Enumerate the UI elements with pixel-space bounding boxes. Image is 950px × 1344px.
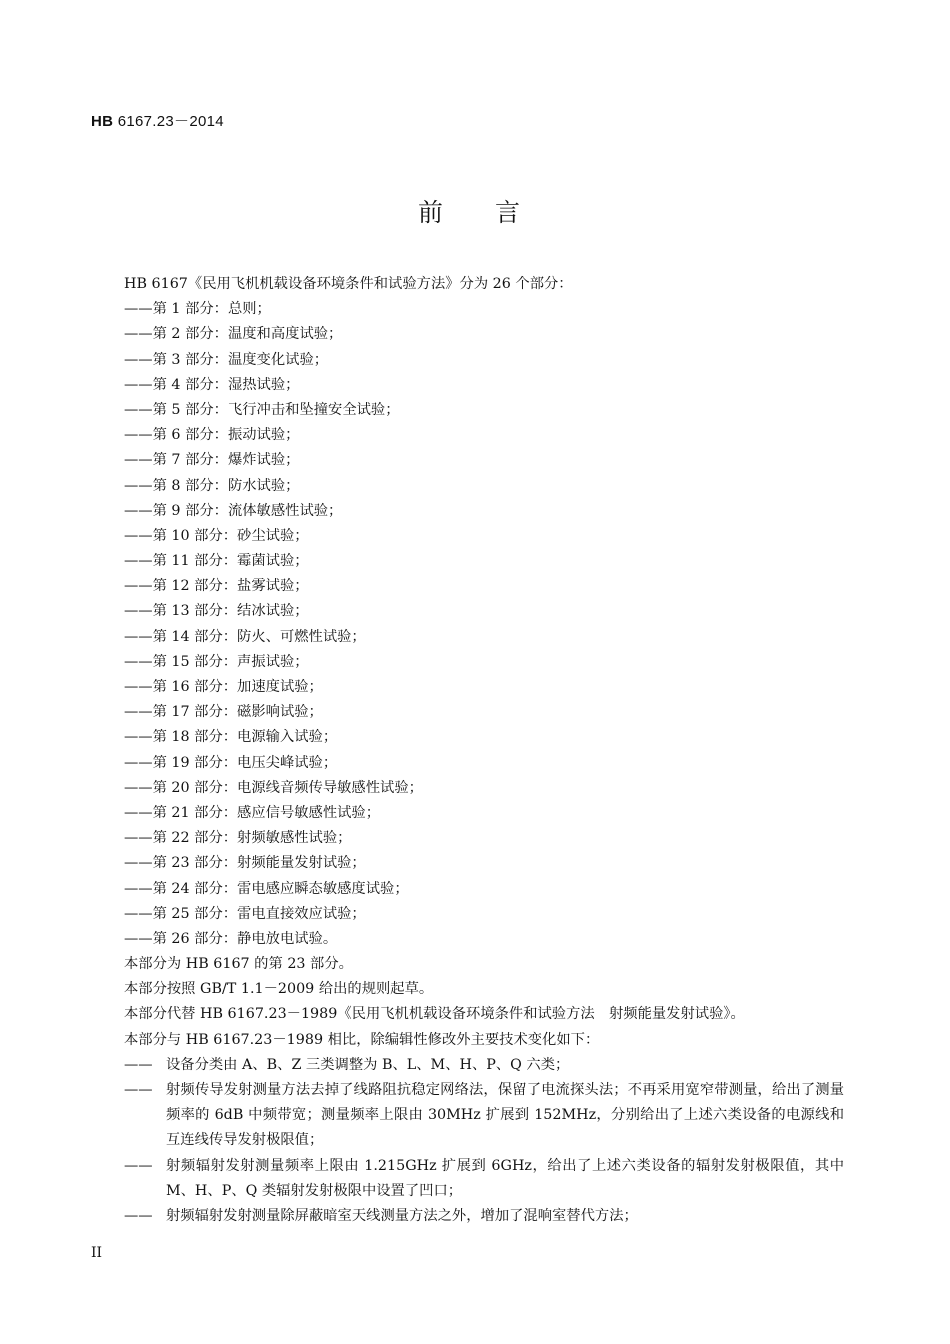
list-item (124, 1154, 844, 1204)
list-dash: —— (124, 1082, 153, 1099)
list-item-text: 射频辐射发射测量除屏蔽暗室天线测量方法之外，增加了混响室替代方法； (166, 1208, 638, 1225)
list-item: ——第 11 部分：霉菌试验； (124, 553, 309, 570)
list-item: ——第 13 部分：结冰试验； (124, 603, 309, 620)
list-item: ——第 24 部分：雷电感应瞬态敏感度试验； (124, 880, 409, 897)
page-title: 前言 (417, 198, 572, 227)
list-item: ——第 3 部分：温度变化试验； (124, 351, 329, 368)
foreword-body (124, 272, 844, 1229)
intro-paragraph: HB 6167《民用飞机机载设备环境条件和试验方法》分为 26 个部分： (124, 276, 573, 292)
list-item-text: 射频传导发射测量方法去掉了线路阻抗稳定网络法，保留了电流探头法；不再采用宽窄带测量，给出了测量频率的 6dB 中频带宽；测量频率上限由 30MHz 扩展到 152MHz，分别给出了上述六类设备的电源线和互连线传导发射极限值； (166, 1082, 844, 1149)
list-item: ——第 4 部分：湿热试验； (124, 376, 300, 393)
standard-code-number: 6167.23－2014 (113, 113, 224, 130)
list-item-text: 设备分类由 A、B、Z 三类调整为 B、L、M、H、P、Q 六类； (166, 1056, 570, 1073)
statement-paragraph: 本部分与 HB 6167.23－1989 相比，除编辑性修改外主要技术变化如下： (124, 1031, 600, 1048)
list-item-text: 射频辐射发射测量频率上限由 1.215GHz 扩展到 6GHz，给出了上述六类设备的辐射发射极限值，其中 M、H、P、Q 类辐射发射极限中设置了凹口； (166, 1157, 844, 1199)
list-dash: —— (124, 1157, 153, 1174)
list-item: ——第 12 部分：盐雾试验； (124, 578, 309, 595)
list-item: ——第 1 部分：总则； (124, 301, 271, 318)
list-item (124, 1053, 844, 1078)
standard-code-prefix: HB (91, 113, 114, 130)
list-item: ——第 20 部分：电源线音频传导敏感性试验； (124, 779, 423, 796)
page-number: II (91, 1245, 103, 1261)
list-item: ——第 17 部分：磁影响试验； (124, 704, 323, 721)
list-item: ——第 5 部分：飞行冲击和坠撞安全试验； (124, 401, 400, 418)
statement-paragraph: 本部分代替 HB 6167.23－1989《民用飞机机载设备环境条件和试验方法 射频能量发射试验》。 (124, 1006, 745, 1023)
list-item: ——第 21 部分：感应信号敏感性试验； (124, 804, 381, 821)
parts-list (124, 297, 844, 952)
list-item: ——第 23 部分：射频能量发射试验； (124, 855, 366, 872)
list-item: ——第 25 部分：雷电直接效应试验； (124, 905, 366, 922)
statement-paragraph: 本部分为 HB 6167 的第 23 部分。 (124, 956, 353, 973)
list-item (124, 1204, 844, 1229)
list-dash: —— (124, 1056, 153, 1073)
list-item: ——第 9 部分：流体敏感性试验； (124, 502, 343, 519)
list-item: ——第 22 部分：射频敏感性试验； (124, 830, 352, 847)
statement-paragraph: 本部分按照 GB/T 1.1－2009 给出的规则起草。 (124, 981, 434, 998)
list-item: ——第 26 部分：静电放电试验。 (124, 930, 338, 947)
list-item: ——第 2 部分：温度和高度试验； (124, 326, 343, 343)
list-item: ——第 14 部分：防火、可燃性试验； (124, 628, 366, 645)
list-item: ——第 19 部分：电压尖峰试验； (124, 754, 338, 771)
list-item: ——第 7 部分：爆炸试验； (124, 452, 300, 469)
list-item: ——第 15 部分：声振试验； (124, 653, 309, 670)
list-dash: —— (124, 1208, 153, 1225)
list-item (124, 1078, 844, 1154)
list-item: ——第 10 部分：砂尘试验； (124, 527, 309, 544)
list-item: ——第 18 部分：电源输入试验； (124, 729, 338, 746)
changes-list (124, 1053, 844, 1229)
list-item: ——第 6 部分：振动试验； (124, 427, 300, 444)
list-item: ——第 16 部分：加速度试验； (124, 679, 323, 695)
standard-code (91, 110, 224, 131)
list-item: ——第 8 部分：防水试验； (124, 477, 300, 494)
